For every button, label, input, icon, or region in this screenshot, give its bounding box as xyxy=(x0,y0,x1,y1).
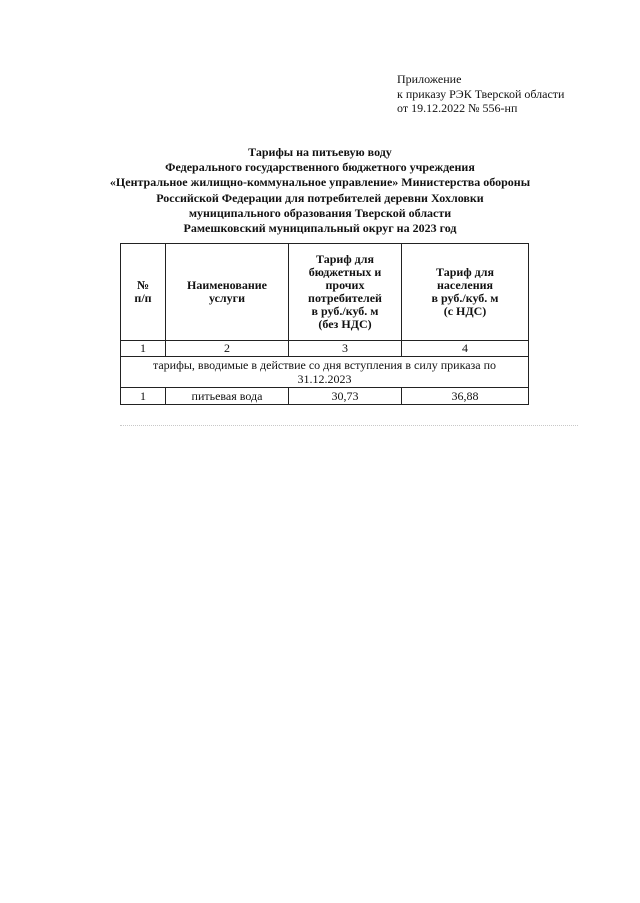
appendix-note xyxy=(397,72,564,116)
appendix-line-3: от 19.12.2022 № 556-нп xyxy=(397,101,518,115)
period-cell xyxy=(121,357,529,388)
header-service xyxy=(166,244,289,341)
header-num xyxy=(121,244,166,341)
header-tariff-population-line: (с НДС) xyxy=(443,304,487,318)
column-numbers-row xyxy=(121,341,529,357)
column-number: 2 xyxy=(166,341,289,357)
title-line: Федерального государственного бюджетного учреждения xyxy=(165,160,475,175)
table-row xyxy=(121,388,529,405)
header-num-line: № xyxy=(136,278,150,292)
document-title xyxy=(0,145,640,236)
title-line: Рамешковский муниципальный округ на 2023 год xyxy=(183,221,457,236)
header-tariff-population-line: населения xyxy=(436,278,494,292)
scan-artifact-line xyxy=(120,425,578,426)
header-tariff-population-line: в руб./куб. м xyxy=(431,291,499,305)
header-tariff-population xyxy=(402,244,529,341)
row-tariff-population: 36,88 xyxy=(402,388,529,405)
title-line: муниципального образования Тверской области xyxy=(188,205,452,220)
title-line: «Центральное жилищно-коммунальное управление» Министерства обороны xyxy=(109,175,531,190)
table-header-row xyxy=(121,244,529,341)
header-tariff-budget-line: (без НДС) xyxy=(318,317,372,331)
row-service: питьевая вода xyxy=(166,388,289,405)
period-row xyxy=(121,357,529,388)
header-tariff-budget xyxy=(289,244,402,341)
appendix-line-1: Приложение xyxy=(397,72,462,86)
header-tariff-budget-line: Тариф для xyxy=(316,252,374,266)
period-text-line: тарифы, вводимые в действие со дня вступления в силу приказа по xyxy=(152,358,497,372)
column-number: 4 xyxy=(402,341,529,357)
header-service-line: Наименование xyxy=(187,278,267,292)
row-tariff-budget: 30,73 xyxy=(289,388,402,405)
header-tariff-population-line: Тариф для xyxy=(436,265,494,279)
column-number: 3 xyxy=(289,341,402,357)
row-num: 1 xyxy=(121,388,166,405)
header-tariff-budget-line: в руб./куб. м xyxy=(311,304,379,318)
header-service-line: услуги xyxy=(208,291,246,305)
header-tariff-budget-line: бюджетных и xyxy=(308,265,382,279)
tariff-table xyxy=(120,243,529,405)
header-tariff-budget-line: потребителей xyxy=(308,291,382,305)
title-line: Тарифы на питьевую воду xyxy=(248,145,392,159)
appendix-line-2: к приказу РЭК Тверской области xyxy=(397,86,565,101)
header-tariff-budget-line: прочих xyxy=(325,278,365,292)
header-num-line: п/п xyxy=(134,291,152,305)
column-number: 1 xyxy=(121,341,166,357)
period-text-line: 31.12.2023 xyxy=(297,372,352,386)
title-line: Российской Федерации для потребителей деревни Хохловки xyxy=(156,190,484,205)
